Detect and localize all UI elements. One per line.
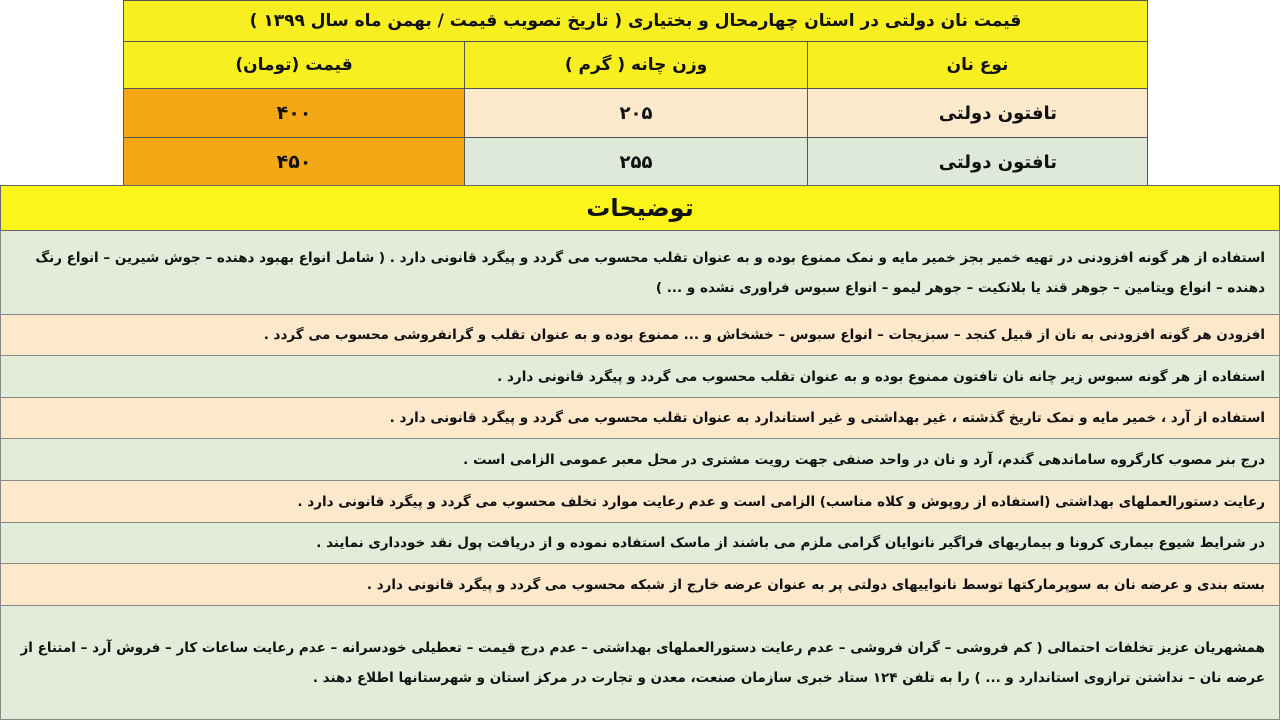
cell-dough-weight: ۲۰۵ (465, 89, 808, 138)
note-item (0, 398, 1280, 439)
note-text: استفاده از آرد ، خمیر مایه و نمک تاریخ گذشته ، غیر بهداشتی و غیر استاندارد به عنوان تقلب محسوب می گردد و پیگرد قانونی دارد . (389, 410, 1265, 426)
note-item (0, 439, 1280, 481)
note-text: بسته بندی و عرضه نان به سوپرمارکتها توسط نانواییهای دولتی پر به عنوان عرضه خارج از شبکه محسوب می گردد و پیگرد قانونی دارد . (366, 576, 1265, 593)
table-title-row (124, 1, 1148, 42)
price-table (123, 0, 1148, 187)
note-item (0, 315, 1280, 356)
note-text: افزودن هر گونه افزودنی به نان از قبیل کنجد – سبزیجات – انواع سبوس – خشخاش و ... ممنوع بوده و به عنوان تقلب و گرانفروشی محسوب می گردد . (263, 327, 1265, 343)
note-text: استفاده از هر گونه افزودنی در تهیه خمیر بجز خمیر مایه و نمک ممنوع بوده و به عنوان تقلب محسوب می گردد و پیگرد قانونی دارد . ( شامل انواع بهبود دهنده – جوش شیرین – انواع رنگ دهنده – انواع ویتامین – جوهر قند یا بلانکیت – جوهر لیمو – انواع سبوس فراوری نشده و ... ) (35, 249, 1265, 296)
note-item (0, 481, 1280, 523)
table-row (124, 138, 1148, 187)
header-dough-weight: وزن چانه ( گرم ) (465, 42, 808, 89)
notes-section (0, 185, 1280, 720)
note-item (0, 523, 1280, 564)
note-text: همشهریان عزیز تخلفات احتمالی ( کم فروشی – گران فروشی – عدم رعایت دستورالعملهای بهداشتی – عدم درج قیمت – تعطیلی خودسرانه – عدم رعایت ساعات کار – فروش آرد – امتناع از عرضه نان – نداشتن ترازوی استاندارد و ... ) را به تلفن ۱۲۴ ستاد خبری سازمان صنعت، معدن و تجارت در مرکز استان و شهرستانها اطلاع دهند . (20, 639, 1265, 686)
header-bread-type: نوع نان (808, 42, 1148, 89)
note-text: در شرایط شیوع بیماری کرونا و بیماریهای فراگیر نانوایان گرامی ملزم می باشند از ماسک استفاده نموده و از دریافت پول نقد خودداری نمایند . (316, 535, 1265, 551)
note-text: رعایت دستورالعملهای بهداشتی (استفاده از روپوش و کلاه مناسب) الزامی است و عدم رعایت موارد تخلف محسوب می گردد و پیگرد قانونی دارد . (297, 493, 1265, 510)
notes-title: توضیحات (0, 185, 1280, 231)
note-item (0, 231, 1280, 315)
cell-dough-weight: ۲۵۵ (465, 138, 808, 187)
note-text: استفاده از هر گونه سبوس زیر چانه نان تافتون ممنوع بوده و به عنوان تقلب محسوب می گردد و پیگرد قانونی دارد . (497, 368, 1265, 385)
table-row (124, 89, 1148, 138)
note-item (0, 356, 1280, 398)
cell-bread-type: تافتون دولتی (808, 138, 1148, 187)
cell-price: ۴۰۰ (124, 89, 465, 138)
note-text: درج بنر مصوب کارگروه ساماندهی گندم، آرد و نان در واحد صنفی جهت رویت مشتری در محل معبر عمومی الزامی است . (463, 451, 1265, 468)
table-header-row (124, 42, 1148, 89)
header-price: قیمت (تومان) (124, 42, 465, 89)
cell-bread-type: تافتون دولتی (808, 89, 1148, 138)
note-item (0, 606, 1280, 720)
cell-price: ۴۵۰ (124, 138, 465, 187)
note-item (0, 564, 1280, 606)
table-title: قیمت نان دولتی در استان چهارمحال و بختیاری ( تاریخ تصویب قیمت / بهمن ماه سال ۱۳۹۹ ) (124, 1, 1148, 42)
